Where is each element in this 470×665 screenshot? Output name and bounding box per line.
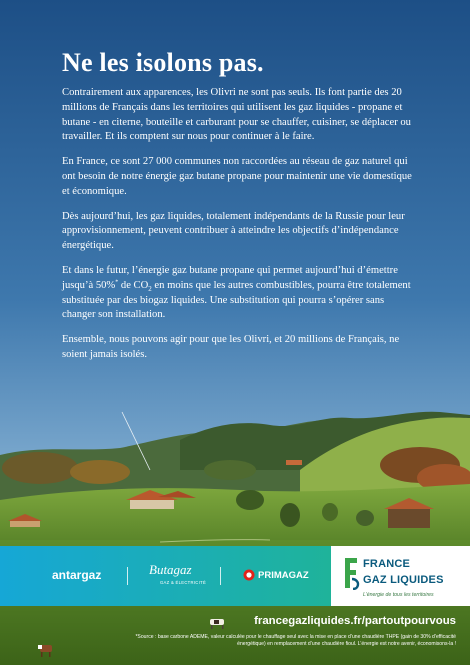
primagaz-flame-icon <box>243 569 255 581</box>
paragraph-3: Dès aujourd’hui, les gaz liquides, totalement indépendants de la Russie pour leur approvisionnement, peuvent contribuer à atteindre les objectifs d’indépendance énergétique. <box>62 210 405 252</box>
paragraph-4-start: Et dans le futur, l’énergie gaz butane propane qui permet aujourd’hui d’émettre jusqu’à 50% <box>62 264 398 291</box>
butagaz-tagline: GAZ & ÉLECTRICITÉ <box>160 580 207 585</box>
fgl-title-line-1: FRANCE <box>363 558 411 570</box>
antargaz-logo: antargaz <box>52 568 102 582</box>
fgl-tagline: L’énergie de tous les territoires <box>363 592 434 598</box>
co2-subscript: 2 <box>148 284 152 293</box>
fgl-title-line-2: GAZ LIQUIDES <box>363 574 444 586</box>
headline: Ne les isolons pas. <box>62 48 264 77</box>
paragraph-4 <box>62 264 412 323</box>
france-gaz-liquides-logo-icon <box>342 556 360 590</box>
paragraph-1: Contrairement aux apparences, les Olivri ne sont pas seuls. Ils font partie des 20 millions de Français dans les territoires qui utilisent les gaz liquides - propane et butane - en citerne, bouteille et carburant pour se chauffer, cuisiner, se déplacer ou travailler. Et ils comptent sur nous pour continuer à le faire. <box>62 87 411 143</box>
body-text <box>62 86 412 373</box>
brand-separator <box>127 567 128 585</box>
paragraph-2: En France, ce sont 27 000 communes non raccordées au réseau de gaz naturel qui ont besoin de notre énergie gaz butane propane pour maintenir une vie domestique et économique. <box>62 156 412 197</box>
brand-separator <box>220 567 221 585</box>
website-url[interactable]: francegazliquides.fr/partoutpourvous <box>254 615 456 627</box>
paragraph-5: Ensemble, nous pouvons agir pour que les Olivri, et 20 millions de Français, ne soient jamais isolés. <box>62 334 400 360</box>
paragraph-4-end: en moins que les autres combustibles, pourra être totalement substituée par des biogaz liquides. Une substitution qui pourra s’opérer sans changer son installation. <box>62 279 411 321</box>
footnote: *Source : base carbone ADEME, valeur calculée pour le chauffage seul avec la mise en place d’une chaudière THPE (gain de 30% d’efficacité énergétique) en remplacement d’une chaudière fioul. L’énergie est notre avenir, économisons-la ! <box>135 634 456 647</box>
primagaz-logo: PRIMAGAZ <box>258 570 309 581</box>
butagaz-logo: Butagaz <box>149 562 192 577</box>
paragraph-4-co: de CO <box>118 279 149 291</box>
footnote-marker: * <box>115 279 119 286</box>
